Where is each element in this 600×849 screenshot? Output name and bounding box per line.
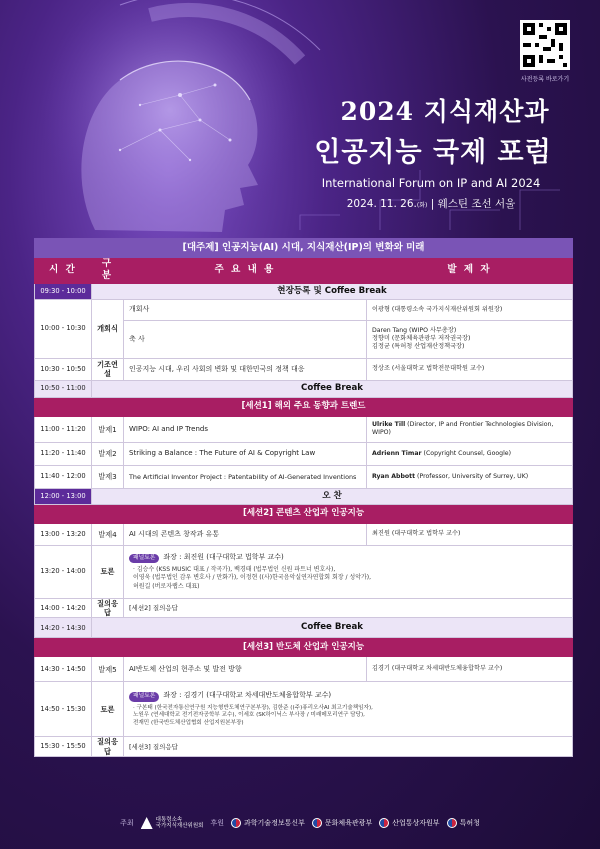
- presenter-line: 김정균 (특허청 산업재산정책국장): [372, 343, 465, 351]
- taegeuk-emblem-icon: [312, 818, 322, 828]
- qr-label: 사전등록 바로가기: [520, 76, 570, 83]
- cohost-name: 산업통상자원부: [392, 819, 440, 827]
- col-category-header: 구 분: [92, 258, 124, 284]
- opening-row-1: [35, 299, 573, 320]
- keynote-row: [35, 358, 573, 380]
- category-cell: 발제5: [92, 657, 124, 682]
- time-cell: 12:00 - 13:00: [35, 488, 92, 504]
- event-weekday: (화): [416, 202, 428, 209]
- session1-row-3: [35, 465, 573, 488]
- presenter-cell: 정상조 (서울대학교 법학전문대학원 교수): [367, 358, 573, 380]
- band-title: Coffee Break: [92, 380, 573, 397]
- host-org: [141, 817, 204, 829]
- panelist-line: 노원우 (연세대학교 전기전자공학부 교수), 이세호 (SK하이닉스 부사장 / 미래메모리연구 담당),: [133, 712, 365, 719]
- session3-qa-row: [35, 737, 573, 757]
- sponsor-bar: [0, 797, 600, 849]
- session1-row-2: [35, 442, 573, 465]
- session-title: [세션1] 해외 주요 동향과 트렌드: [35, 397, 573, 416]
- host-label: 주최: [120, 819, 134, 827]
- time-cell: 15:30 - 15:50: [35, 737, 92, 757]
- band-title: Coffee Break: [92, 618, 573, 638]
- taegeuk-emblem-icon: [231, 818, 241, 828]
- session2-header: [35, 504, 573, 523]
- program-table: [34, 238, 572, 757]
- category-cell: 질의응답: [92, 598, 124, 618]
- time-cell: 10:30 - 10:50: [35, 358, 92, 380]
- category-cell: 발제3: [92, 465, 124, 488]
- time-cell: 14:00 - 14:20: [35, 598, 92, 618]
- pcoc-logo-icon: [141, 817, 153, 829]
- time-cell: 11:20 - 11:40: [35, 442, 92, 465]
- presenter-cell: [367, 416, 573, 442]
- panel-badge: 패널토론: [129, 692, 159, 702]
- time-cell: 10:00 - 10:30: [35, 299, 92, 358]
- break-row: [35, 380, 573, 397]
- panelist-line: · 구본태 (한국전자통신연구원 지능형반도체연구본부장), 김한준 ((주)퓨리오사AI 최고기술책임자),: [133, 704, 373, 711]
- panel-chair-line: [129, 691, 567, 702]
- col-presenter-header: 발 제 자: [367, 258, 573, 284]
- lunch-row: [35, 488, 573, 504]
- session1-row-1: [35, 416, 573, 442]
- band-title: 현장등록 및 Coffee Break: [92, 283, 573, 299]
- session-title: [세션2] 콘텐츠 산업과 인공지능: [35, 504, 573, 523]
- category-cell: 개회식: [92, 299, 124, 358]
- time-cell: 10:50 - 11:00: [35, 380, 92, 397]
- session1-header: [35, 397, 573, 416]
- panel-content-cell: [124, 682, 573, 737]
- presenter-affiliation: (Copyright Counsel, Google): [421, 449, 512, 457]
- category-cell: 토론: [92, 545, 124, 598]
- session3-panel-row: [35, 682, 573, 737]
- content-cell: The Artificial Inventor Project : Patentability of AI-Generated Inventions: [124, 465, 367, 488]
- panelist-line: 허원길 (버로자랩스 대표): [133, 582, 200, 590]
- presenter-cell: [367, 442, 573, 465]
- column-header-row: [35, 258, 573, 284]
- session-title: [세션3] 반도체 산업과 인공지능: [35, 638, 573, 657]
- cohost-org: [231, 818, 305, 828]
- time-cell: 09:30 - 10:00: [35, 283, 92, 299]
- presenter-affiliation: (Director, IP and Frontier Technologies Division, WIPO): [372, 421, 554, 437]
- col-content-header: 주 요 내 용: [124, 258, 367, 284]
- band-title: 오 찬: [92, 488, 573, 504]
- cohost-org: [379, 818, 439, 828]
- category-cell: 토론: [92, 682, 124, 737]
- title-line-1: 2024 지식재산과: [340, 97, 550, 126]
- session3-header: [35, 638, 573, 657]
- content-cell: WIPO: AI and IP Trends: [124, 416, 367, 442]
- time-cell: 13:20 - 14:00: [35, 545, 92, 598]
- cohost-name: 특허청: [459, 819, 480, 827]
- time-cell: 11:40 - 12:00: [35, 465, 92, 488]
- session2-panel-row: [35, 545, 573, 598]
- panel-list: [129, 566, 567, 590]
- qr-code[interactable]: [520, 20, 570, 70]
- theme-row: [35, 239, 573, 258]
- category-cell: 발제1: [92, 416, 124, 442]
- subtitle: International Forum on IP and AI 2024: [321, 176, 541, 190]
- category-cell: 질의응답: [92, 737, 124, 757]
- panel-chair-line: [129, 553, 567, 564]
- content-cell: 개회사: [124, 299, 367, 320]
- content-cell: Striking a Balance : The Future of AI & Copyright Law: [124, 442, 367, 465]
- panelist-line: 전재민 (한국반도체산업협회 산업지원본부장): [133, 719, 244, 726]
- time-cell: 14:50 - 15:30: [35, 682, 92, 737]
- panelist-line: 이영욱 (법무법인 감우 변호사 / 만화가), 이정현 ((사)한국음악실연자연합회 회장 / 성악가),: [133, 574, 372, 582]
- panel-list: [129, 705, 567, 728]
- break-row: [35, 618, 573, 638]
- presenter-line: Daren Tang (WIPO 사무총장): [372, 327, 457, 335]
- separator: |: [430, 198, 438, 210]
- presenter-cell: 이광형 (대통령소속 국가지식재산위원회 위원장): [367, 299, 573, 320]
- category-cell: 기조연설: [92, 358, 124, 380]
- content-cell: AI반도체 산업의 현주소 및 발전 방향: [124, 657, 367, 682]
- cohost-org: [447, 818, 480, 828]
- presenter-line: 정향미 (문화체육관광부 저작권국장): [372, 335, 471, 343]
- time-cell: 14:20 - 14:30: [35, 618, 92, 638]
- cohost-name: 과학기술정보통신부: [244, 819, 305, 827]
- content-cell: [세션3] 질의응답: [124, 737, 573, 757]
- category-cell: 발제2: [92, 442, 124, 465]
- cohost-label: 후원: [210, 819, 225, 827]
- event-date: 2024. 11. 26.: [346, 198, 417, 210]
- panel-chair: 좌장 : 최진원 (대구대학교 법학부 교수): [163, 552, 284, 561]
- content-cell: 축 사: [124, 320, 367, 358]
- host-org-small: 대통령소속: [155, 816, 183, 823]
- presenter-name: Ryan Abbott: [372, 472, 416, 480]
- session2-talk-row: [35, 523, 573, 545]
- presenter-cell: [367, 320, 573, 358]
- date-venue-line: [300, 196, 562, 211]
- panel-content-cell: [124, 545, 573, 598]
- cohost-org: [312, 818, 372, 828]
- time-cell: 11:00 - 11:20: [35, 416, 92, 442]
- taegeuk-emblem-icon: [379, 818, 389, 828]
- panel-badge: 패널토론: [129, 554, 159, 564]
- content-cell: [세션2] 질의응답: [124, 598, 573, 618]
- category-cell: 발제4: [92, 523, 124, 545]
- registration-row: [35, 283, 573, 299]
- presenter-cell: [367, 465, 573, 488]
- presenter-name: Adrienn Timar: [372, 449, 422, 457]
- content-cell: 인공지능 시대, 우리 사회의 변화 및 대한민국의 정책 대응: [124, 358, 367, 380]
- panelist-line: · 김승수 (KSS MUSIC 대표 / 작곡가), 백경태 (법무법인 신원 파트너 변호사),: [133, 566, 336, 574]
- col-time-header: 시 간: [35, 258, 92, 284]
- taegeuk-emblem-icon: [447, 818, 457, 828]
- event-venue: 웨스틴 조선 서울: [437, 198, 516, 210]
- content-cell: AI 시대의 콘텐츠 창작과 유통: [124, 523, 367, 545]
- cohost-name: 문화체육관광부: [324, 819, 373, 827]
- presenter-affiliation: (Professor, University of Surrey, UK): [415, 472, 529, 480]
- host-org-text: [156, 817, 204, 829]
- session2-qa-row: [35, 598, 573, 618]
- time-cell: 14:30 - 14:50: [35, 657, 92, 682]
- presenter-cell: 최진원 (대구대학교 법학부 교수): [367, 523, 573, 545]
- title-line-2: 인공지능 국제 포럼: [314, 137, 552, 168]
- session3-talk-row: [35, 657, 573, 682]
- theme-title: [대주제] 인공지능(AI) 시대, 지식재산(IP)의 변화와 미래: [35, 239, 573, 258]
- time-cell: 13:00 - 13:20: [35, 523, 92, 545]
- presenter-name: Ulrike Till: [372, 421, 406, 429]
- presenter-cell: 김경기 (대구대학교 차세대반도체융합학부 교수): [367, 657, 573, 682]
- host-org-name: 국가지식재산위원회: [155, 823, 204, 829]
- qr-pattern-icon: [523, 23, 567, 67]
- panel-chair: 좌장 : 김경기 (대구대학교 차세대반도체융합학부 교수): [163, 691, 332, 700]
